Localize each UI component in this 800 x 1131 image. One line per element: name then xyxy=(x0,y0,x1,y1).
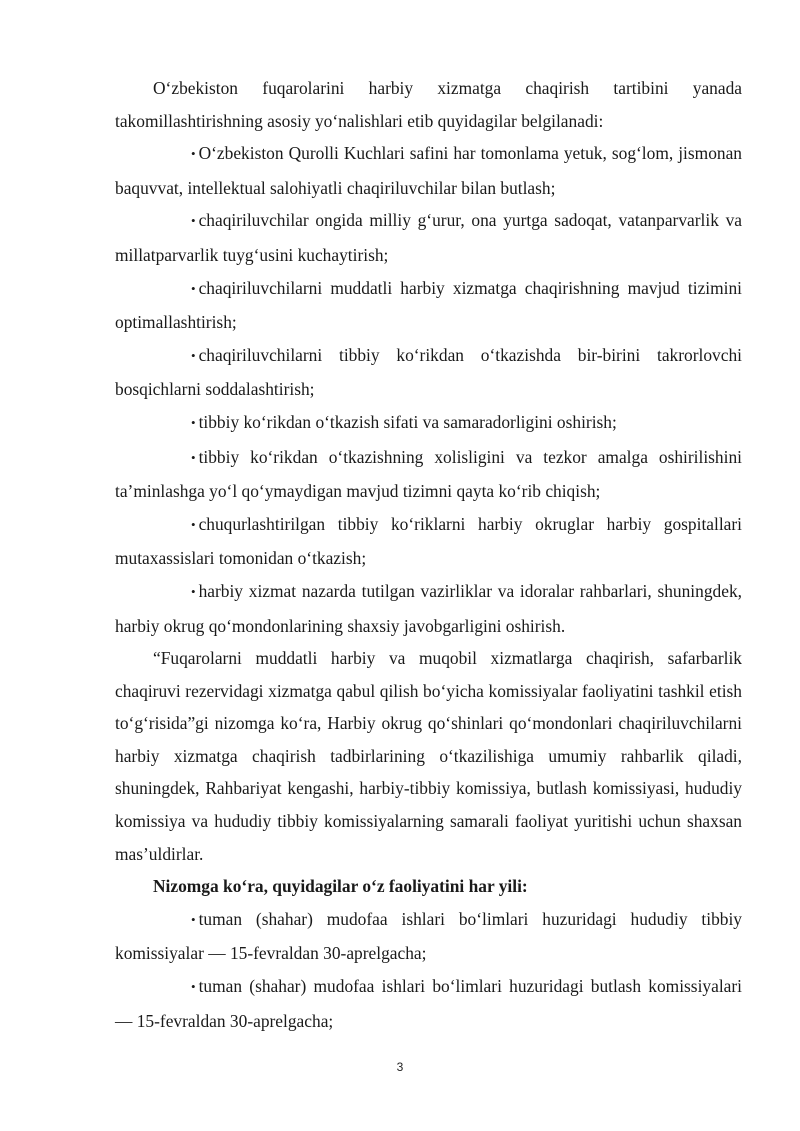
direction-text: chaqiriluvchilarni tibbiy ko‘rikdan o‘tkazishda bir-birini takrorlovchi bosqichlarni soddalashtirish; xyxy=(115,344,742,400)
schedule-text: tuman (shahar) mudofaa ishlari bo‘limlari huzuridagi butlash komissiyalari — 15-fevraldan 30-aprelgacha; xyxy=(115,976,742,1031)
direction-text: chuqurlashtirilgan tibbiy ko‘riklarni harbiy okruglar harbiy gospitallari mutaxassislari tomonidan o‘tkazish; xyxy=(115,513,742,569)
schedule-item xyxy=(115,903,742,970)
direction-item xyxy=(115,272,742,339)
schedule-heading: Nizomga ko‘ra, quyidagilar o‘z faoliyatini har yili: xyxy=(153,876,528,897)
schedule-text: tuman (shahar) mudofaa ishlari bo‘limlari huzuridagi hududiy tibbiy komissiyalar — 15-fevraldan 30-aprelgacha; xyxy=(115,908,742,964)
bullet-icon: • xyxy=(191,583,196,599)
document-page xyxy=(115,72,742,1037)
direction-item xyxy=(115,406,742,441)
bullet-icon: • xyxy=(191,280,196,296)
bullet-icon: • xyxy=(191,979,196,995)
intro-paragraph: O‘zbekiston fuqarolarini harbiy xizmatga chaqirish tartibini yanada takomillashtirishning asosiy yo‘nalishlari etib quyidagilar belgilanadi: xyxy=(115,78,742,131)
direction-item xyxy=(115,339,742,406)
bullet-icon: • xyxy=(191,347,196,363)
bullet-icon: • xyxy=(191,449,196,465)
direction-text: harbiy xizmat nazarda tutilgan vazirliklar va idoralar rahbarlari, shuningdek, harbiy okrug qo‘mondonlarining shaxsiy javobgarligini oshirish. xyxy=(115,580,742,636)
regulation-paragraph: “Fuqarolarni muddatli harbiy va muqobil xizmatlarga chaqirish, safarbarlik chaqiruvi rezervidagi xizmatga qabul qilish bo‘yicha komissiyalar faoliyatini tashkil etish to‘g‘risida”gi nizomga ko‘ra, Harbiy okrug qo‘shinlari qo‘mondonlari chaqiriluvchilarni harbiy xizmatga chaqirish tadbirlarining o‘tkazilishiga umumiy rahbarlik qiladi, shuningdek, Rahbariyat kengashi, harbiy-tibbiy komissiya, butlash komissiyasi, hududiy komissiya va hududiy tibbiy komissiyalarning samarali faoliyat yuritishi uchun shaxsan mas’uldirlar. xyxy=(115,648,742,864)
direction-text: chaqiriluvchilarni muddatli harbiy xizmatga chaqirishning mavjud tizimini optimallashtirish; xyxy=(115,277,742,333)
direction-text: O‘zbekiston Qurolli Kuchlari safini har tomonlama yetuk, sog‘lom, jismonan baquvvat, intellektual salohiyatli chaqiriluvchilar bilan butlash; xyxy=(115,143,742,198)
direction-item xyxy=(115,508,742,575)
bullet-icon: • xyxy=(191,213,196,229)
direction-item xyxy=(115,441,742,508)
direction-item xyxy=(115,204,742,271)
page-number: 3 xyxy=(396,1060,404,1074)
direction-item xyxy=(115,137,742,204)
bullet-icon: • xyxy=(191,911,196,927)
bullet-icon: • xyxy=(191,146,196,162)
schedule-item xyxy=(115,970,742,1037)
direction-text: tibbiy ko‘rikdan o‘tkazish sifati va samaradorligini oshirish; xyxy=(198,411,617,432)
bullet-icon: • xyxy=(191,414,196,430)
direction-item xyxy=(115,575,742,642)
direction-text: chaqiriluvchilar ongida milliy g‘urur, ona yurtga sadoqat, vatanparvarlik va millatparvarlik tuyg‘usini kuchaytirish; xyxy=(115,210,742,265)
direction-text: tibbiy ko‘rikdan o‘tkazishning xolisligini va tezkor amalga oshirilishini ta’minlashga yo‘l qo‘ymaydigan mavjud tizimni qayta ko‘rib chiqish; xyxy=(115,446,742,502)
bullet-icon: • xyxy=(191,516,196,532)
